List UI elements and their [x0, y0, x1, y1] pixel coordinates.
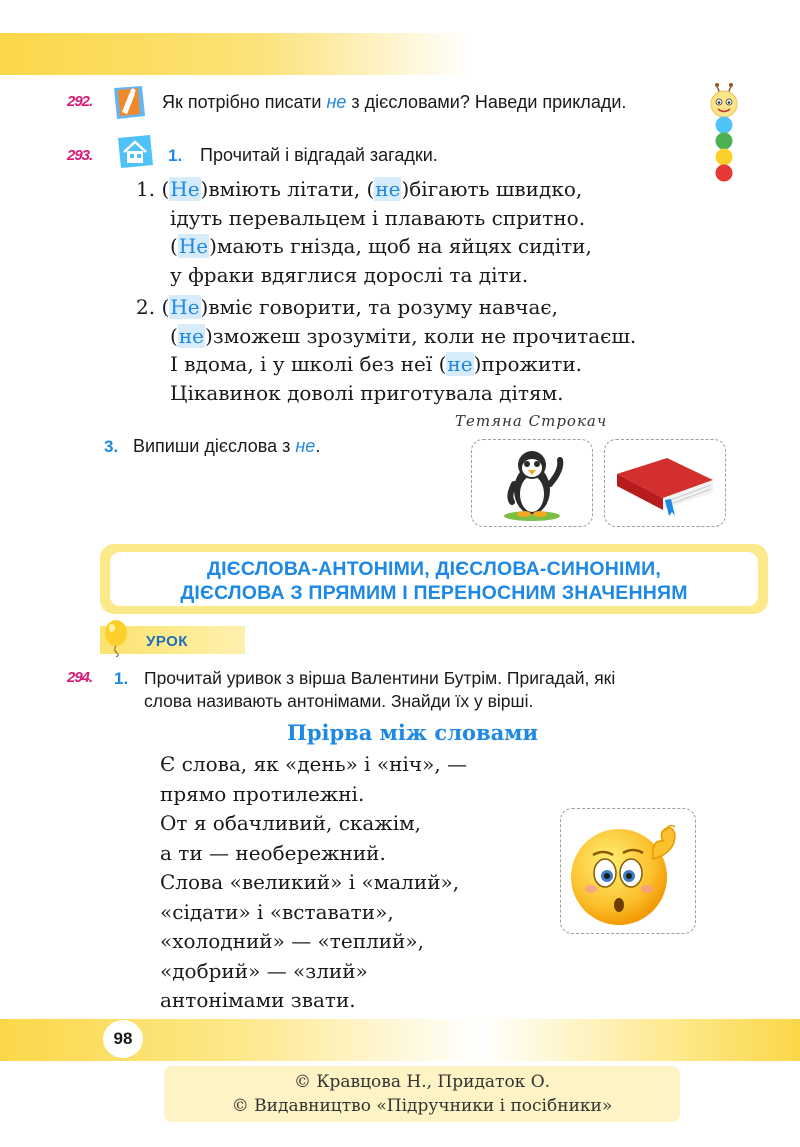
poem-line: Слова «великий» і «малий», [160, 870, 460, 894]
penguin-icon [472, 440, 592, 526]
caterpillar-icon [703, 80, 745, 188]
poem-line: «добрий» — «злий» [160, 958, 368, 983]
section-title-line-2: ДІЄСЛОВА З ПРЯМИМ І ПЕРЕНОСНИМ ЗНАЧЕННЯМ [180, 582, 688, 604]
instruction-line: слова називають антонімами. Знайди їх у вірші. [144, 691, 534, 711]
exercise-number: 292. [67, 93, 93, 110]
exercise-number: 293. [67, 147, 93, 164]
ne-highlight: не [178, 323, 204, 348]
section-heading-inner [110, 552, 758, 606]
instruction-text: Випиши дієслова з не. [133, 436, 321, 456]
header-band [0, 33, 470, 75]
ne-highlight: не [375, 177, 401, 201]
ne-highlight: Не [170, 177, 200, 201]
question-text: Як потрібно писати [162, 92, 327, 112]
poem [160, 750, 467, 1016]
riddle-line: ідуть перевальцем і плавають спритно. [170, 205, 586, 230]
poem-title: Прірва між словами [287, 720, 539, 745]
poem-line: «холодний» — «теплий», [160, 929, 424, 953]
section-heading [100, 544, 768, 614]
riddle-author: Тетяна Строкач [455, 412, 608, 430]
poem-line: «сідати» і «вставати», [160, 899, 394, 924]
confused-emoji-icon [561, 809, 695, 933]
ne-highlight: не [447, 352, 473, 376]
instruction-text [144, 667, 615, 713]
pencil-info-icon [108, 84, 148, 122]
riddle-line: І вдома, і у школі без неї (не)прожити. [170, 352, 583, 376]
section-title-line-1: ДІЄСЛОВА-АНТОНІМИ, ДІЄСЛОВА-СИНОНІМИ, [207, 558, 661, 580]
riddle-line: 2. (Не)вміє говорити, та розуму навчає, [136, 295, 558, 319]
exercise-292-text [162, 92, 626, 113]
ne-highlight: не [326, 92, 347, 112]
riddle-2 [136, 293, 636, 407]
penguin-picture-card [471, 439, 593, 527]
riddle-line: Цікавинок доволі приготувала дітям. [170, 380, 564, 405]
instruction-text: Прочитай і відгадай загадки. [200, 145, 438, 165]
riddle-line: (не)зможеш зрозуміти, коли не прочитаєш. [170, 323, 637, 348]
lesson-label: УРОК [146, 633, 188, 650]
poem-line: Є слова, як «день» і «ніч», — [160, 752, 468, 776]
question-text-end: з дієсловами? Наведи приклади. [346, 92, 627, 112]
ne-highlight: не [295, 436, 316, 456]
ne-highlight: Не [170, 295, 200, 319]
step-number: 1. [114, 669, 129, 688]
balloon-icon [101, 619, 131, 657]
book-picture-card [604, 439, 726, 527]
emoji-picture-card [560, 808, 696, 934]
poem-line: От я обачливий, скажім, [160, 811, 422, 835]
step-number: 3. [104, 437, 119, 456]
poem-line: антонімами звати. [160, 988, 356, 1012]
copyright-notice [164, 1066, 680, 1122]
copyright-line: © Видавництво «Підручники і посібники» [231, 1096, 613, 1116]
copyright-line: © Кравцова Н., Придаток О. [293, 1072, 551, 1092]
instruction-line: Прочитай уривок з вірша Валентини Бутрім. Пригадай, які [144, 668, 616, 688]
exercise-number: 294. [67, 669, 93, 686]
riddle-line: у фраки вдяглися дорослі та діти. [170, 262, 529, 287]
riddle-line: (Не)мають гнізда, щоб на яйцях сидіти, [170, 234, 592, 258]
house-homework-icon [114, 132, 156, 170]
riddle-line: 1. (Не)вміють літати, (не)бігають швидко, [136, 177, 583, 201]
step-number: 1. [168, 146, 183, 165]
poem-line: а ти — необережний. [160, 840, 386, 865]
poem-line: прямо протилежні. [160, 781, 365, 806]
ne-highlight: Не [178, 234, 209, 258]
riddle-1 [136, 175, 592, 289]
page-number: 98 [103, 1020, 143, 1058]
book-icon [605, 440, 725, 526]
